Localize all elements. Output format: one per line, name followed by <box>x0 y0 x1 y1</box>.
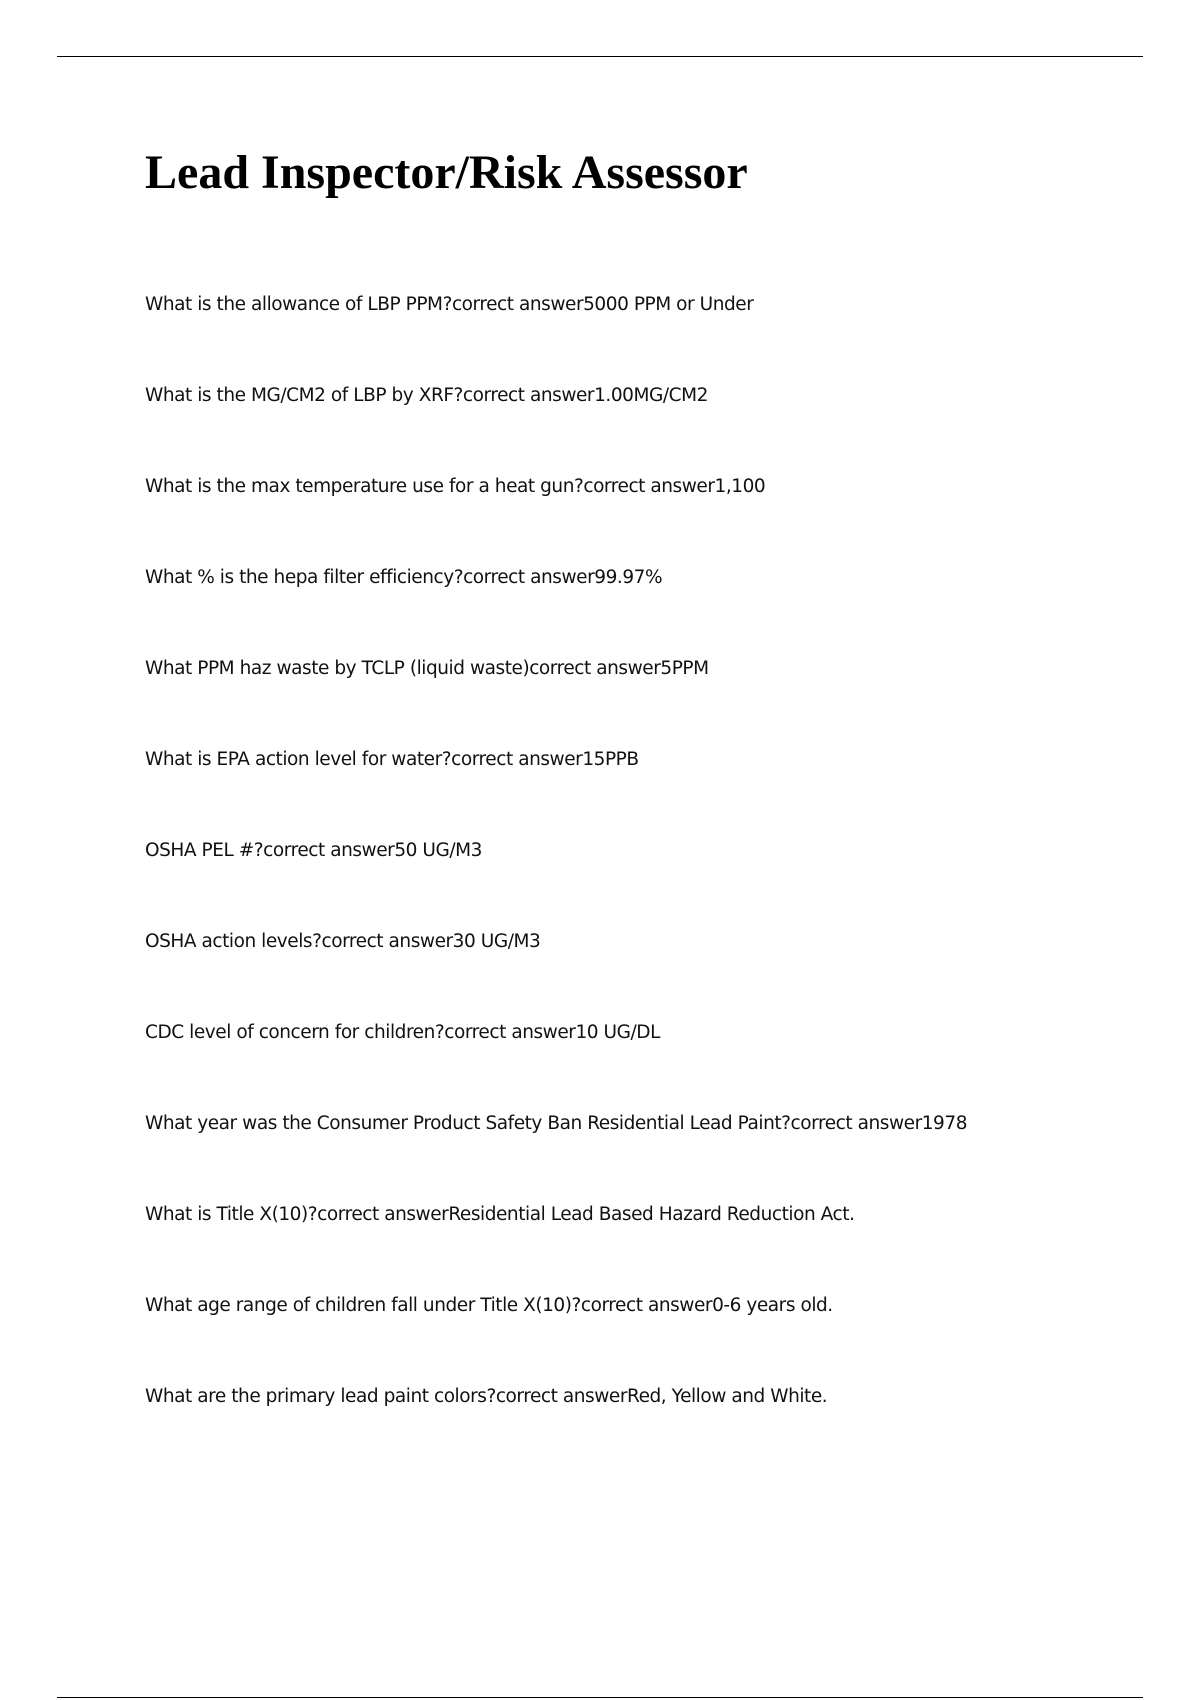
question-answer-item: OSHA action levels?correct answer30 UG/M3 <box>145 931 541 952</box>
question-answer-item: What are the primary lead paint colors?correct answerRed, Yellow and White. <box>145 1386 828 1407</box>
question-answer-item: OSHA PEL #?correct answer50 UG/M3 <box>145 840 482 861</box>
question-answer-item: What PPM haz waste by TCLP (liquid waste)correct answer5PPM <box>145 658 709 679</box>
question-answer-item: What is Title X(10)?correct answerResidential Lead Based Hazard Reduction Act. <box>145 1204 855 1225</box>
question-answer-item: What % is the hepa filter efficiency?correct answer99.97% <box>145 567 663 588</box>
question-answer-item: What age range of children fall under Title X(10)?correct answer0-6 years old. <box>145 1295 833 1316</box>
question-answer-item: What is the max temperature use for a heat gun?correct answer1,100 <box>145 476 766 497</box>
question-answer-list <box>145 291 967 1474</box>
footer-rule <box>57 1697 1143 1698</box>
question-answer-item: What is the allowance of LBP PPM?correct answer5000 PPM or Under <box>145 294 754 315</box>
question-answer-item: CDC level of concern for children?correct answer10 UG/DL <box>145 1022 660 1043</box>
document-title: Lead Inspector/Risk Assessor <box>145 146 748 199</box>
header-rule <box>57 56 1143 57</box>
question-answer-item: What year was the Consumer Product Safety Ban Residential Lead Paint?correct answer1978 <box>145 1113 968 1134</box>
question-answer-item: What is EPA action level for water?correct answer15PPB <box>145 749 639 770</box>
question-answer-item: What is the MG/CM2 of LBP by XRF?correct answer1.00MG/CM2 <box>145 385 708 406</box>
